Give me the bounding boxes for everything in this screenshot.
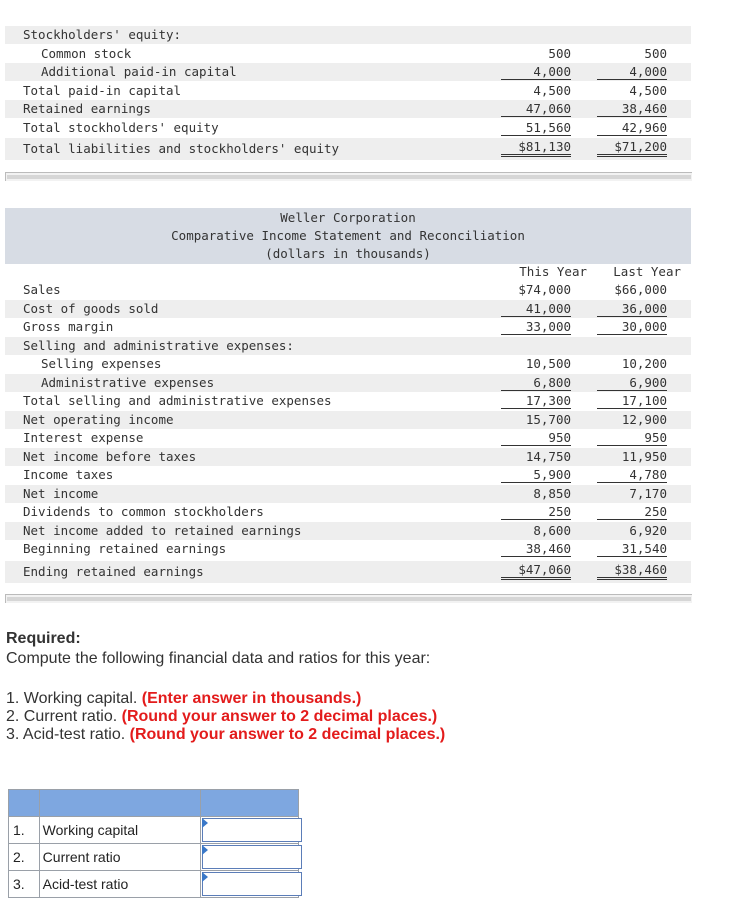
income-row-label: Beginning retained earnings bbox=[23, 541, 227, 556]
stockholders-equity-section bbox=[5, 24, 691, 164]
equity-this-year-value: 4,000 bbox=[501, 63, 571, 80]
income-last-year-value: 6,900 bbox=[597, 374, 667, 391]
income-row bbox=[5, 448, 691, 466]
income-row bbox=[5, 392, 691, 410]
equity-last-year-value: 500 bbox=[644, 45, 667, 61]
required-item bbox=[6, 726, 706, 744]
income-row bbox=[5, 318, 691, 336]
income-last-year-value: 36,000 bbox=[597, 300, 667, 317]
income-this-year-value: 8,600 bbox=[533, 522, 571, 538]
answer-row-label: Working capital bbox=[39, 817, 201, 844]
equity-row bbox=[5, 100, 691, 118]
answer-row-number: 3. bbox=[9, 871, 40, 898]
equity-row-label: Retained earnings bbox=[23, 101, 151, 116]
income-row bbox=[5, 540, 691, 558]
equity-this-year-value: 4,500 bbox=[533, 82, 571, 98]
income-row bbox=[5, 300, 691, 318]
required-item bbox=[6, 708, 706, 726]
income-last-year-value: 250 bbox=[597, 503, 667, 520]
income-row-label: Net income bbox=[23, 485, 99, 501]
income-last-year-value: $38,460 bbox=[597, 562, 667, 580]
equity-this-year-value: 51,560 bbox=[501, 119, 571, 136]
scrollbar-thumb-2[interactable] bbox=[7, 597, 691, 601]
equity-last-year-value: 42,960 bbox=[597, 119, 667, 136]
required-item-note: (Round your answer to 2 decimal places.) bbox=[129, 726, 446, 743]
income-row bbox=[5, 337, 691, 355]
required-item bbox=[6, 690, 706, 708]
col-last-year: Last Year bbox=[613, 264, 681, 279]
income-this-year-value: 6,800 bbox=[501, 374, 571, 391]
income-row-label: Interest expense bbox=[23, 430, 144, 445]
income-row-label: Net operating income bbox=[23, 411, 174, 427]
company-name: Weller Corporation bbox=[280, 210, 416, 225]
required-items bbox=[6, 690, 706, 744]
answer-row-label: Current ratio bbox=[39, 844, 201, 871]
income-this-year-value: 5,900 bbox=[501, 466, 571, 483]
required-item-text: 1. Working capital. bbox=[6, 690, 142, 707]
equity-last-year-value: 38,460 bbox=[597, 100, 667, 117]
income-this-year-value: $47,060 bbox=[501, 562, 571, 580]
income-row-label: Selling expenses bbox=[41, 356, 162, 371]
income-row bbox=[5, 374, 691, 392]
answer-row-number: 2. bbox=[9, 844, 40, 871]
equity-row bbox=[5, 63, 691, 81]
income-last-year-value: 30,000 bbox=[597, 318, 667, 335]
income-last-year-value: 12,900 bbox=[621, 411, 667, 427]
income-row-label: Net income before taxes bbox=[23, 448, 197, 464]
income-row bbox=[5, 466, 691, 484]
answer-input-cell bbox=[201, 871, 299, 898]
answer-row-label: Acid-test ratio bbox=[39, 871, 201, 898]
income-row bbox=[5, 503, 691, 521]
income-row-label: Total selling and administrative expenses bbox=[23, 393, 332, 408]
income-row-label: Administrative expenses bbox=[41, 374, 215, 390]
answer-input[interactable] bbox=[202, 845, 302, 869]
required-item-text: 2. Current ratio. bbox=[6, 708, 122, 725]
income-row-label: Gross margin bbox=[23, 319, 114, 334]
required-intro: Compute the following financial data and ratios for this year: bbox=[6, 650, 431, 667]
income-last-year-value: 10,200 bbox=[621, 356, 667, 371]
income-this-year-value: 15,700 bbox=[525, 411, 571, 427]
income-total-row bbox=[5, 561, 691, 583]
income-this-year-value: 41,000 bbox=[501, 300, 571, 317]
income-this-year-value: 38,460 bbox=[501, 540, 571, 557]
income-row bbox=[5, 522, 691, 540]
input-flag-icon bbox=[202, 845, 208, 855]
income-last-year-value: 11,950 bbox=[621, 448, 667, 464]
required-title: Required: bbox=[6, 630, 81, 647]
income-last-year-value: 7,170 bbox=[629, 485, 667, 501]
equity-row-label: Stockholders' equity: bbox=[23, 27, 182, 42]
horizontal-scrollbar[interactable] bbox=[5, 172, 692, 181]
income-this-year-value: 8,850 bbox=[533, 485, 571, 501]
income-this-year-value: 950 bbox=[501, 429, 571, 446]
answer-table-header bbox=[9, 790, 299, 817]
income-row bbox=[5, 355, 691, 373]
income-statement bbox=[5, 208, 691, 588]
income-this-year-value: $74,000 bbox=[518, 282, 571, 297]
answer-row bbox=[9, 844, 299, 871]
answer-row bbox=[9, 817, 299, 844]
equity-row-label: Total liabilities and stockholders' equity bbox=[23, 141, 340, 156]
answer-row bbox=[9, 871, 299, 898]
answer-row-number: 1. bbox=[9, 817, 40, 844]
scrollbar-thumb[interactable] bbox=[7, 175, 691, 179]
income-last-year-value: $66,000 bbox=[614, 282, 667, 297]
equity-this-year-value: 47,060 bbox=[501, 100, 571, 117]
income-last-year-value: 950 bbox=[597, 429, 667, 446]
income-row-label: Cost of goods sold bbox=[23, 300, 159, 316]
answer-input-cell bbox=[201, 817, 299, 844]
equity-last-year-value: 4,500 bbox=[629, 82, 667, 98]
income-statement-header bbox=[5, 208, 691, 264]
income-last-year-value: 6,920 bbox=[629, 522, 667, 538]
income-row bbox=[5, 429, 691, 447]
answer-input[interactable] bbox=[202, 818, 302, 842]
income-row-label: Selling and administrative expenses: bbox=[23, 337, 294, 353]
equity-row-label: Common stock bbox=[41, 45, 132, 61]
required-item-text: 3. Acid-test ratio. bbox=[6, 726, 130, 743]
horizontal-scrollbar-2[interactable] bbox=[5, 594, 692, 603]
equity-this-year-value: 500 bbox=[548, 45, 571, 61]
income-row bbox=[5, 485, 691, 503]
income-this-year-value: 17,300 bbox=[501, 392, 571, 409]
income-row-label: Income taxes bbox=[23, 467, 114, 482]
income-this-year-value: 14,750 bbox=[525, 448, 571, 464]
statement-title: Comparative Income Statement and Reconciliation bbox=[171, 228, 525, 243]
required-item-note: (Round your answer to 2 decimal places.) bbox=[121, 708, 438, 725]
equity-last-year-value: 4,000 bbox=[597, 63, 667, 80]
income-row-label: Net income added to retained earnings bbox=[23, 522, 302, 538]
equity-row bbox=[5, 82, 691, 100]
column-headers bbox=[5, 263, 691, 281]
income-this-year-value: 33,000 bbox=[501, 318, 571, 335]
income-last-year-value: 17,100 bbox=[597, 392, 667, 409]
equity-last-year-value: $71,200 bbox=[597, 139, 667, 157]
answer-input[interactable] bbox=[202, 872, 302, 896]
income-last-year-value: 4,780 bbox=[597, 466, 667, 483]
equity-this-year-value: $81,130 bbox=[501, 139, 571, 157]
answer-input-cell bbox=[201, 844, 299, 871]
income-row bbox=[5, 411, 691, 429]
input-flag-icon bbox=[202, 818, 208, 828]
income-last-year-value: 31,540 bbox=[597, 540, 667, 557]
equity-row bbox=[5, 45, 691, 63]
required-item-note: (Enter answer in thousands.) bbox=[141, 690, 362, 707]
input-flag-icon bbox=[202, 872, 208, 882]
statement-units: (dollars in thousands) bbox=[265, 246, 431, 261]
income-row-label: Sales bbox=[23, 282, 61, 297]
answer-table bbox=[8, 789, 299, 898]
income-row-label: Ending retained earnings bbox=[23, 563, 204, 579]
equity-row-label: Additional paid-in capital bbox=[41, 64, 237, 79]
equity-row bbox=[5, 119, 691, 137]
equity-row-label: Total stockholders' equity bbox=[23, 119, 219, 135]
income-row-label: Dividends to common stockholders bbox=[23, 504, 264, 519]
equity-row bbox=[5, 26, 691, 44]
income-this-year-value: 250 bbox=[501, 503, 571, 520]
income-row bbox=[5, 281, 691, 299]
equity-row-label: Total paid-in capital bbox=[23, 82, 182, 98]
required-section bbox=[6, 630, 706, 744]
col-this-year: This Year bbox=[519, 264, 587, 279]
income-this-year-value: 10,500 bbox=[525, 356, 571, 371]
equity-total-row bbox=[5, 138, 691, 160]
